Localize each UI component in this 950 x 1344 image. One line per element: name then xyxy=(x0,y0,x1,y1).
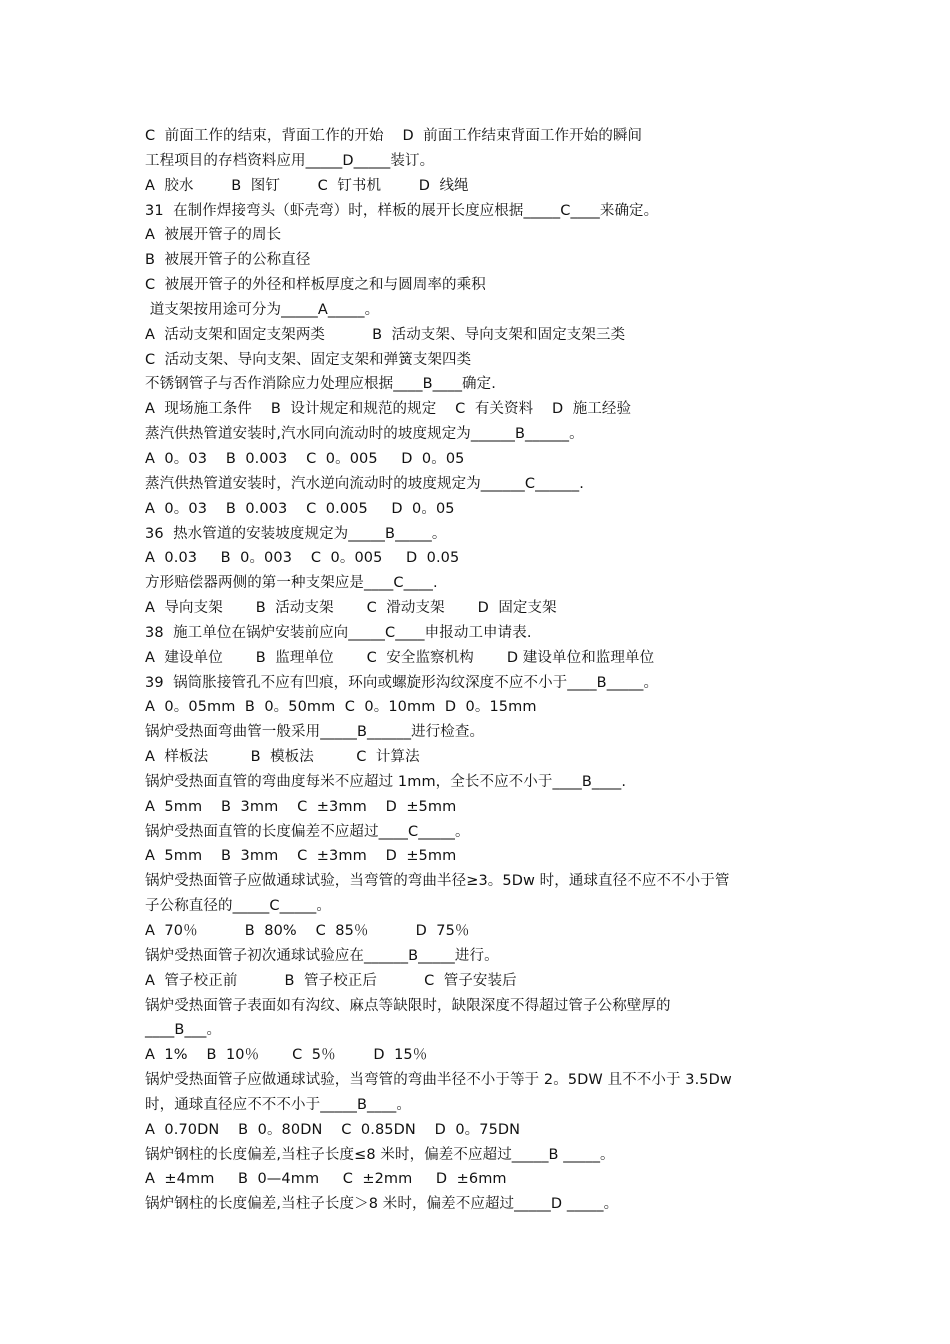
options-line: A 建设单位 B 监理单位 C 安全监察机构 D 建设单位和监理单位 xyxy=(145,649,655,666)
options-line: A 0。05mm B 0。50mm C 0。10mm D 0。15mm xyxy=(145,699,537,716)
question-line-continued: ____B___。 xyxy=(145,1022,222,1039)
options-line: A 胶水 B 图钉 C 钉书机 D 线绳 xyxy=(145,177,469,194)
option-line: C 活动支架、导向支架、固定支架和弹簧支架四类 xyxy=(145,351,472,368)
question-line: 蒸汽供热管道安装时，汽水逆向流动时的坡度规定为______C______. xyxy=(145,475,584,492)
question-line: 工程项目的存档资料应用_____D_____装订。 xyxy=(145,152,435,169)
question-line: 锅炉受热面管子表面如有沟纹、麻点等缺限时，缺限深度不得超过管子公称壁厚的 xyxy=(145,997,671,1014)
question-line: 道支架按用途可分为_____A_____。 xyxy=(145,301,380,318)
options-line: A 0.03 B 0。003 C 0。005 D 0.05 xyxy=(145,550,460,567)
options-line: A ±4mm B 0—4mm C ±2mm D ±6mm xyxy=(145,1171,507,1188)
question-line: 锅炉受热面弯曲管一般采用_____B______进行检查。 xyxy=(145,724,485,741)
question-line: 38 施工单位在锅炉安装前应向_____C____申报动工申请表. xyxy=(145,624,532,641)
options-line: A 导向支架 B 活动支架 C 滑动支架 D 固定支架 xyxy=(145,600,557,617)
option-line: C 被展开管子的外径和样板厚度之和与圆周率的乘积 xyxy=(145,277,486,294)
question-line: 锅炉受热面管子应做通球试验，当弯管的弯曲半径≥3。5Dw 时，通球直径不应不不小于管 xyxy=(145,873,730,890)
text-line: C 前面工作的结束，背面工作的开始 D 前面工作结束背面工作开始的瞬间 xyxy=(145,128,643,144)
question-line: 锅炉受热面直管的长度偏差不应超过____C_____。 xyxy=(145,823,470,840)
question-line: 39 锅筒胀接管孔不应有凹痕，环向或螺旋形沟纹深度不应不小于____B_____。 xyxy=(145,674,659,691)
question-line-continued: 子公称直径的_____C_____。 xyxy=(145,898,331,915)
question-line: 方形赔偿器两侧的第一种支架应是____C____. xyxy=(145,575,438,592)
question-line: 不锈钢管子与否作消除应力处理应根据____B____确定. xyxy=(145,376,496,393)
question-line-continued: 时，通球直径应不不不小于_____B____。 xyxy=(145,1096,411,1113)
options-line: A 现场施工条件 B 设计规定和规范的规定 C 有关资料 D 施工经验 xyxy=(145,401,632,418)
question-line: 锅炉受热面管子应做通球试验，当弯管的弯曲半径不小于等于 2。5DW 且不不小于 3.5Dw xyxy=(145,1072,732,1089)
options-line: A 0。03 B 0.003 C 0.005 D 0。05 xyxy=(145,500,455,517)
options-line: A 样板法 B 模板法 C 计算法 xyxy=(145,749,420,766)
question-line: 36 热水管道的安装坡度规定为_____B_____。 xyxy=(145,525,447,542)
question-line: 锅炉钢柱的长度偏差,当柱子长度＞8 米时，偏差不应超过_____D _____。 xyxy=(145,1196,619,1213)
document-body xyxy=(145,124,815,1217)
options-line: A 管子校正前 B 管子校正后 C 管子安装后 xyxy=(145,972,517,989)
options-line: A 5mm B 3mm C ±3mm D ±5mm xyxy=(145,798,457,815)
option-line: B 被展开管子的公称直径 xyxy=(145,252,311,269)
options-line: A 5mm B 3mm C ±3mm D ±5mm xyxy=(145,848,457,865)
options-line: A 0.70DN B 0。80DN C 0.85DN D 0。75DN xyxy=(145,1121,521,1138)
options-line: A 70％ B 80% C 85％ D 75％ xyxy=(145,923,470,939)
options-line: A 0。03 B 0.003 C 0。005 D 0。05 xyxy=(145,450,465,467)
question-line: 31 在制作焊接弯头（虾壳弯）时，样板的展开长度应根据_____C____来确定。 xyxy=(145,202,659,219)
question-line: 锅炉钢柱的长度偏差,当柱子长度≤8 米时，偏差不应超过_____B _____。 xyxy=(145,1146,615,1163)
question-line: 锅炉受热面管子初次通球试验应在______B_____进行。 xyxy=(145,947,499,964)
options-line: A 活动支架和固定支架两类 B 活动支架、导向支架和固定支架三类 xyxy=(145,326,626,343)
options-line: A 1% B 10％ C 5％ D 15％ xyxy=(145,1047,428,1064)
question-line: 蒸汽供热管道安装时,汽水同向流动时的坡度规定为______B______。 xyxy=(145,426,584,443)
question-line: 锅炉受热面直管的弯曲度每米不应超过 1mm，全长不应不小于____B____. xyxy=(145,773,627,790)
option-line: A 被展开管子的周长 xyxy=(145,227,282,244)
